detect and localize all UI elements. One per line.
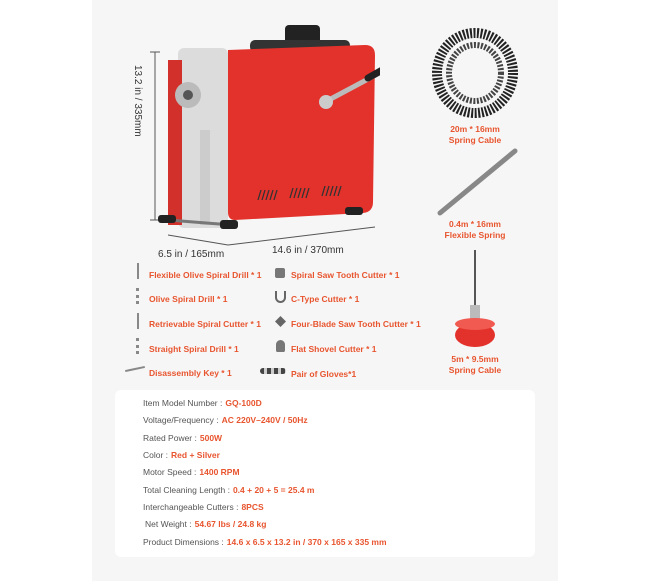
- depth-dimension: 6.5 in / 165mm: [158, 249, 225, 260]
- spec-row: Motor Speed : 1400 RPM: [143, 467, 240, 477]
- flexible-spring-caption: 0.4m * 16mm Flexible Spring: [444, 219, 506, 240]
- spec-row: Item Model Number : GQ-100D: [143, 398, 262, 408]
- small-spring-cable-caption: 5m * 9.5mm Spring Cable: [448, 354, 502, 375]
- accessory-item: C-Type Cutter * 1: [291, 294, 360, 304]
- accessory-item: Flexible Olive Spiral Drill * 1: [149, 270, 262, 280]
- flexible-spring-image: [430, 145, 520, 220]
- spec-row: Voltage/Frequency : AC 220V–240V / 50Hz: [143, 415, 308, 425]
- olive-spiral-drill-icon: [136, 288, 150, 304]
- small-spring-cable-drum-image: [440, 250, 510, 350]
- straight-spiral-drill-icon: [136, 338, 150, 354]
- c-type-cutter-icon: [275, 291, 286, 303]
- accessory-item: Spiral Saw Tooth Cutter * 1: [291, 270, 400, 280]
- spec-row: Product Dimensions : 14.6 x 6.5 x 13.2 in / 370 x 165 x 335 mm: [143, 537, 387, 547]
- spring-cable-caption: 20m * 16mm Spring Cable: [448, 124, 502, 145]
- accessory-item: Straight Spiral Drill * 1: [149, 344, 239, 354]
- accessory-item: Olive Spiral Drill * 1: [149, 294, 228, 304]
- height-dimension: 13.2 in / 335mm: [132, 65, 143, 137]
- spec-row: Color : Red + Silver: [143, 450, 220, 460]
- accessory-item: Four-Blade Saw Tooth Cutter * 1: [291, 319, 421, 329]
- width-dimension: 14.6 in / 370mm: [272, 245, 344, 256]
- accessory-item: Retrievable Spiral Cutter * 1: [149, 319, 261, 329]
- flat-shovel-cutter-icon: [276, 340, 285, 352]
- spring-cable-coil-image: [430, 28, 520, 118]
- accessory-item: Pair of Gloves*1: [291, 369, 357, 379]
- accessory-item: Flat Shovel Cutter * 1: [291, 344, 377, 354]
- specifications-card: [115, 390, 535, 557]
- spec-row: Total Cleaning Length : 0.4 + 20 + 5 = 25.4 m: [143, 485, 315, 495]
- spec-row: Net Weight : 54.67 lbs / 24.8 kg: [145, 519, 267, 529]
- spiral-saw-tooth-cutter-icon: [275, 268, 285, 278]
- drain-cleaner-machine-image: [140, 20, 380, 250]
- accessory-item: Disassembly Key * 1: [149, 368, 232, 378]
- spec-row: Interchangeable Cutters : 8PCS: [143, 502, 264, 512]
- gloves-icon: [260, 368, 286, 374]
- spec-row: Rated Power : 500W: [143, 433, 223, 443]
